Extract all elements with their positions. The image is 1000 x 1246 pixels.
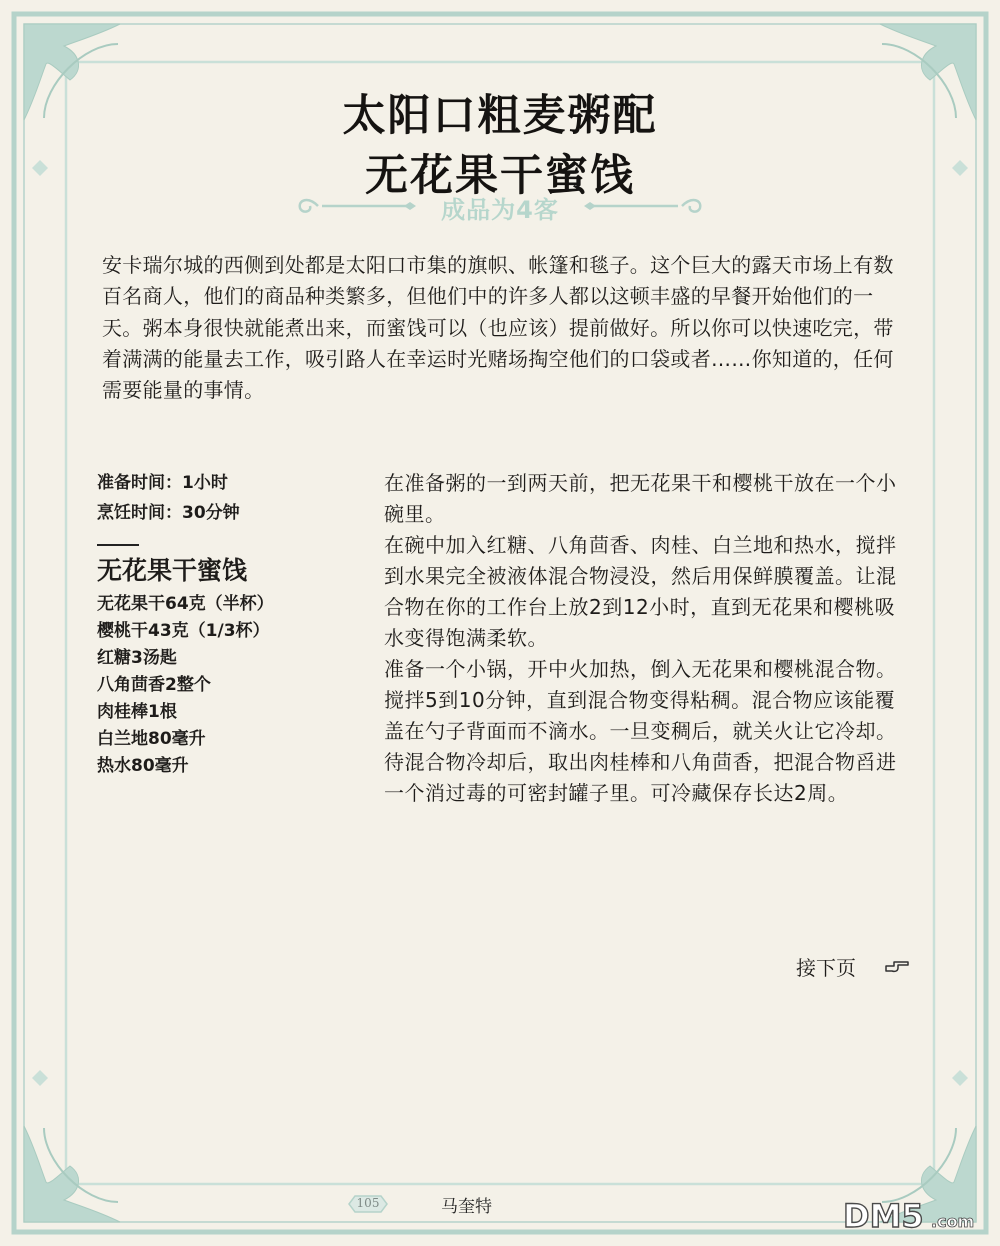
ingredient-item: 樱桃干43克（1/3杯） [97,621,270,641]
method-step: 待混合物冷却后，取出肉桂棒和八角茴香，把混合物舀进一个消过毒的可密封罐子里。可冷藏保存长达2周。 [384,750,897,805]
pointing-hand-icon [884,954,910,974]
intro-paragraph: 安卡瑞尔城的西侧到处都是太阳口市集的旗帜、帐篷和毯子。这个巨大的露天市场上有数百名商人，他们的商品种类繁多，但他们中的许多人都以这顿丰盛的早餐开始他们的一天。粥本身很快就能煮出来，而蜜饯可以（也应该）提前做好。所以你可以快速吃完，带着满满的能量去工作，吸引路人在幸运时光赌场掏空他们的口袋或者……你知道的，任何需要能量的事情。 [102,253,894,403]
svg-text:DM5: DM5 [843,1197,924,1235]
method-step: 在碗中加入红糖、八角茴香、肉桂、白兰地和热水，搅拌到水果完全被液体混合物浸没，然后用保鲜膜覆盖。让混合物在你的工作台上放2到12小时，直到无花果和樱桃吸水变得饱满柔软。 [384,533,897,650]
prep-time: 准备时间：1小时 [97,473,228,493]
servings-label: 成品为4客 [441,196,559,224]
ingredient-list [97,591,357,780]
servings-divider [290,186,710,226]
ingredient-item: 肉桂棒1根 [97,702,177,722]
footer-section-title: 马奎特 [441,1197,492,1217]
method-step: 准备一个小锅，开中火加热，倒入无花果和樱桃混合物。搅拌5到10分钟，直到混合物变得粘稠。混合物应该能覆盖在勺子背面而不滴水。一旦变稠后，就关火让它冷却。 [384,657,897,743]
watermark-logo [843,1196,993,1236]
ingredient-item: 热水80毫升 [97,756,189,776]
cook-time: 烹饪时间：30分钟 [97,503,240,523]
ingredients-column [97,468,357,780]
recipe-title-line-1: 太阳口粗麦粥配 [342,91,658,141]
method-step: 在准备粥的一到两天前，把无花果干和樱桃干放在一个小碗里。 [384,471,897,526]
ingredient-item: 白兰地80毫升 [97,729,206,749]
page-number: 105 [356,1196,380,1210]
method-steps [384,468,910,809]
svg-text:.com: .com [931,1212,975,1231]
continued-next-page[interactable]: 接下页 [796,956,856,980]
ingredient-item: 红糖3汤匙 [97,648,177,668]
ingredient-item: 无花果干64克（半杯） [97,594,274,614]
subrecipe-title: 无花果干蜜饯 [97,556,248,585]
page-number-badge [345,1192,391,1216]
recipe-title-line-2: 无花果干蜜饯 [365,151,635,201]
ingredient-item: 八角茴香2整个 [97,675,211,695]
section-divider [97,544,139,546]
